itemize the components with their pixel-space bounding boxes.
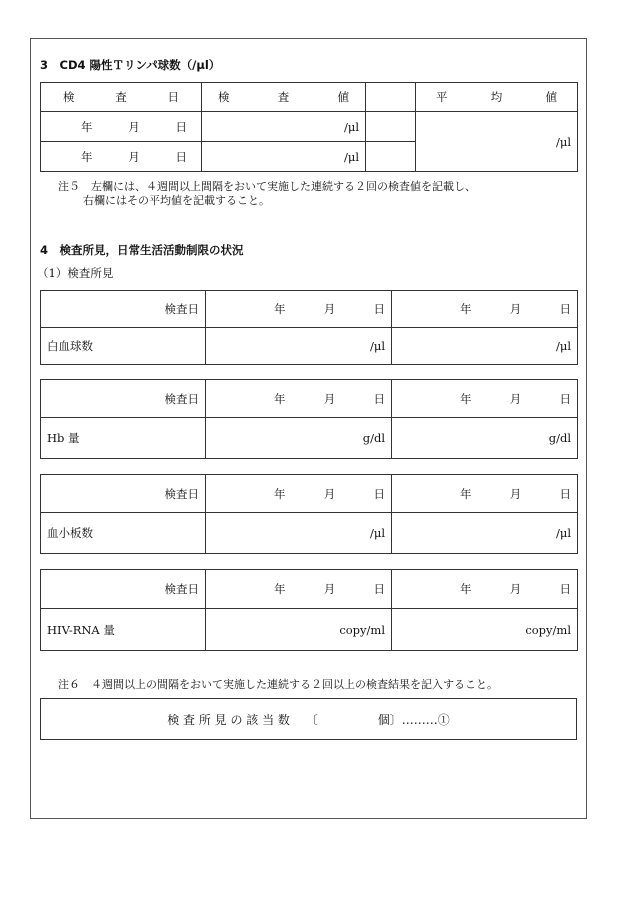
note5-line1: 注５ 左欄には、４週間以上間隔をおいて実施した連続する２回の検査値を記載し、 [58, 180, 476, 193]
cd4-row2-date[interactable]: 年 月 日 [41, 142, 202, 172]
test3-value1[interactable]: /μl [206, 513, 392, 554]
cd4-row1-date[interactable]: 年 月 日 [41, 112, 202, 142]
cd4-row1-blank [366, 112, 416, 142]
header-blank [366, 83, 416, 112]
test-name: 白血球数 [41, 328, 206, 365]
findings-count-box[interactable] [40, 698, 577, 740]
date-label: 検査日 [41, 475, 206, 513]
findings-count-bracket: 〔 [305, 712, 318, 727]
header-date: 検 査 日 [41, 83, 202, 112]
test-table-wbc [40, 290, 578, 365]
test3-value2[interactable]: /μl [392, 513, 578, 554]
test1-value1[interactable]: /μl [206, 328, 392, 365]
findings-count-unit: 個〕………① [377, 712, 450, 727]
date-label: 検査日 [41, 570, 206, 609]
test4-value1[interactable]: copy/ml [206, 609, 392, 651]
test-name: Hb 量 [41, 418, 206, 459]
test-table-hb [40, 379, 578, 459]
cd4-average[interactable]: /μl [416, 112, 578, 172]
test2-value1[interactable]: g/dl [206, 418, 392, 459]
note6: 注６ ４週間以上の間隔をおいて実施した連続する２回以上の検査結果を記入すること。 [58, 678, 498, 691]
test2-value2[interactable]: g/dl [392, 418, 578, 459]
section4-subtitle: （1）検査所見 [37, 266, 114, 280]
test2-date2[interactable]: 年 月 日 [392, 380, 578, 418]
note5-line2: 右欄にはその平均値を記載すること。 [83, 194, 270, 207]
test1-date2[interactable]: 年 月 日 [392, 291, 578, 328]
cd4-row2-value[interactable]: /μl [202, 142, 366, 172]
test3-date1[interactable]: 年 月 日 [206, 475, 392, 513]
test-table-hiv-rna [40, 569, 578, 651]
header-value: 検 査 値 [202, 83, 366, 112]
cd4-row2-blank [366, 142, 416, 172]
date-label: 検査日 [41, 291, 206, 328]
test4-value2[interactable]: copy/ml [392, 609, 578, 651]
test4-date2[interactable]: 年 月 日 [392, 570, 578, 609]
header-average: 平 均 値 [416, 83, 578, 112]
test-name: HIV-RNA 量 [41, 609, 206, 651]
findings-count-label: 検 査 所 見 の 該 当 数 [167, 712, 290, 727]
cd4-row1-value[interactable]: /μl [202, 112, 366, 142]
test1-value2[interactable]: /μl [392, 328, 578, 365]
section3-title: 3 CD4 陽性Ｔリンパ球数（/μl） [40, 58, 221, 72]
test3-date2[interactable]: 年 月 日 [392, 475, 578, 513]
section4-title: 4 検査所見，日常生活活動制限の状況 [40, 243, 244, 257]
cd4-table [40, 82, 578, 172]
test4-date1[interactable]: 年 月 日 [206, 570, 392, 609]
test-name: 血小板数 [41, 513, 206, 554]
test1-date1[interactable]: 年 月 日 [206, 291, 392, 328]
test-table-platelets [40, 474, 578, 554]
test2-date1[interactable]: 年 月 日 [206, 380, 392, 418]
date-label: 検査日 [41, 380, 206, 418]
